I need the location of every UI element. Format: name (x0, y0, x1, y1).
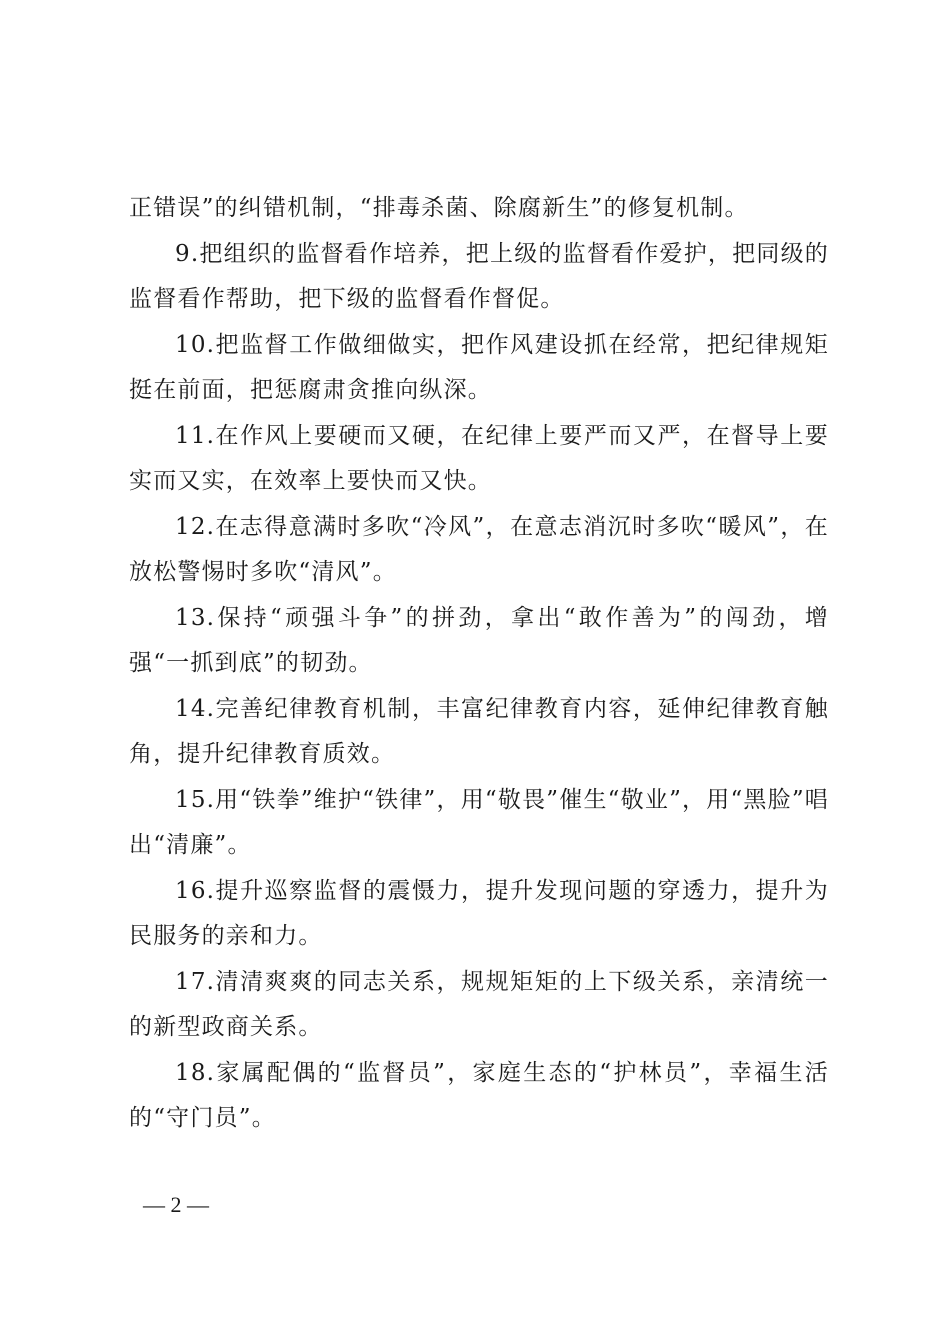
paragraph-item-12: 12.在志得意满时多吹“冷风”，在意志消沉时多吹“暖风”，在放松警惕时多吹“清风”。 (129, 513, 829, 585)
paragraph-item-14: 14.完善纪律教育机制，丰富纪律教育内容，延伸纪律教育触角，提升纪律教育质效。 (129, 695, 829, 767)
paragraph-item-17: 17.清清爽爽的同志关系，规规矩矩的上下级关系，亲清统一的新型政商关系。 (129, 968, 829, 1040)
paragraph-item-9: 9.把组织的监督看作培养，把上级的监督看作爱护，把同级的监督看作帮助，把下级的监督看作督促。 (129, 240, 829, 312)
paragraph-continuation: 正错误”的纠错机制，“排毒杀菌、除腐新生”的修复机制。 (129, 195, 749, 221)
page-number: — 2 — (143, 1192, 209, 1217)
paragraph-item-13: 13.保持“顽强斗争”的拼劲，拿出“敢作善为”的闯劲，增强“一抓到底”的韧劲。 (129, 604, 829, 676)
paragraph-item-10: 10.把监督工作做细做实，把作风建设抓在经常，把纪律规矩挺在前面，把惩腐肃贪推向纵深。 (129, 331, 829, 403)
document-body (129, 186, 829, 1142)
paragraph-item-11: 11.在作风上要硬而又硬，在纪律上要严而又严，在督导上要实而又实，在效率上要快而又快。 (129, 422, 829, 494)
paragraph-item-18: 18.家属配偶的“监督员”，家庭生态的“护林员”，幸福生活的“守门员”。 (129, 1059, 829, 1131)
paragraph-item-15: 15.用“铁拳”维护“铁律”，用“敬畏”催生“敬业”，用“黑脸”唱出“清廉”。 (129, 786, 829, 858)
paragraph-item-16: 16.提升巡察监督的震慑力，提升发现问题的穿透力，提升为民服务的亲和力。 (129, 877, 829, 949)
